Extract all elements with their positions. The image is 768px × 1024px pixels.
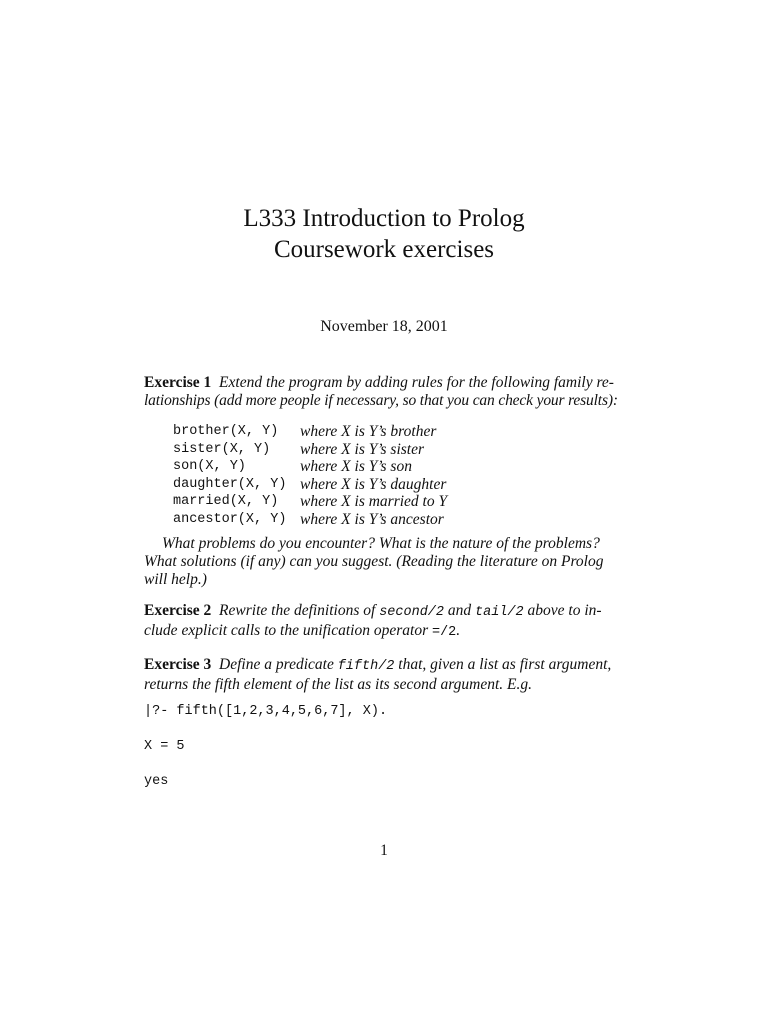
relation-code: married(X, Y) — [173, 494, 279, 510]
relation-description: where X is Y’s brother — [300, 423, 437, 440]
exercise-2-text-1: Rewrite the definitions of — [219, 602, 380, 619]
exercise-1-intro — [144, 374, 646, 410]
exercise-3-label: Exercise 3 — [144, 656, 212, 673]
exercise-1-text-1: Extend the program by adding rules for the following family re- — [219, 374, 614, 391]
code-tail: tail/2 — [475, 605, 524, 620]
followup-line-1: What problems do you encounter? What is the nature of the problems? — [162, 535, 600, 552]
prolog-query: |?- fifth([1,2,3,4,5,6,7], X). — [144, 704, 388, 719]
exercise-3-text-3: returns the fifth element of the list as its second argument. E.g. — [144, 676, 533, 693]
followup-line-3: will help.) — [144, 571, 207, 588]
exercise-2-text-3: above to in- — [523, 602, 602, 619]
exercise-3-text-1: Define a predicate — [219, 656, 338, 673]
exercise-3-line-1 — [144, 656, 646, 676]
relation-description: where X is Y’s sister — [300, 440, 425, 458]
code-unify: =/2 — [431, 625, 457, 640]
prolog-result: yes — [144, 774, 169, 789]
exercise-2-label: Exercise 2 — [144, 602, 212, 619]
exercise-3-text-2: that, given a list as first argument, — [394, 656, 612, 673]
relation-code: sister(X, Y) — [173, 441, 271, 457]
code-second: second/2 — [379, 605, 445, 620]
title-line-2: Coursework exercises — [273, 236, 495, 263]
relation-row — [173, 511, 447, 529]
exercise-2-line-1 — [144, 602, 646, 622]
relation-code: son(X, Y) — [173, 459, 246, 475]
prolog-answer: X = 5 — [144, 739, 185, 754]
exercise-1-label: Exercise 1 — [144, 374, 212, 391]
relation-row — [173, 423, 447, 441]
relation-row — [173, 441, 447, 459]
exercise-2 — [144, 602, 646, 642]
relation-row — [173, 476, 447, 494]
code-fifth: fifth/2 — [337, 659, 395, 674]
exercise-1-text-2: lationships (add more people if necessary, so that you can check your results): — [144, 392, 618, 409]
relation-row — [173, 458, 447, 476]
exercise-3 — [144, 656, 646, 694]
relation-description: where X is married to Y — [300, 493, 448, 511]
followup-line-2: What solutions (if any) can you suggest. (Reading the literature on Prolog — [144, 553, 604, 570]
relation-description: where X is Y’s son — [300, 458, 412, 476]
relation-code: ancestor(X, Y) — [173, 511, 287, 527]
relation-row — [173, 493, 447, 511]
page-title — [0, 203, 768, 265]
page-number: 1 — [380, 842, 388, 859]
exercise-2-text-2: and — [444, 602, 476, 619]
relation-description: where X is Y’s daughter — [300, 475, 447, 493]
exercise-2-text-5: . — [456, 622, 461, 639]
exercise-1-line-1 — [144, 374, 646, 392]
exercise-2-line-2 — [144, 622, 646, 642]
document-date: November 18, 2001 — [320, 318, 448, 335]
relation-description: where X is Y’s ancestor — [300, 510, 444, 528]
title-line-1: L333 Introduction to Prolog — [243, 205, 525, 232]
exercise-1-followup — [144, 535, 646, 589]
relations-table — [173, 423, 447, 529]
relation-code: daughter(X, Y) — [173, 476, 287, 492]
relation-code: brother(X, Y) — [173, 424, 279, 439]
exercise-2-text-4: clude explicit calls to the unification operator — [144, 622, 432, 639]
